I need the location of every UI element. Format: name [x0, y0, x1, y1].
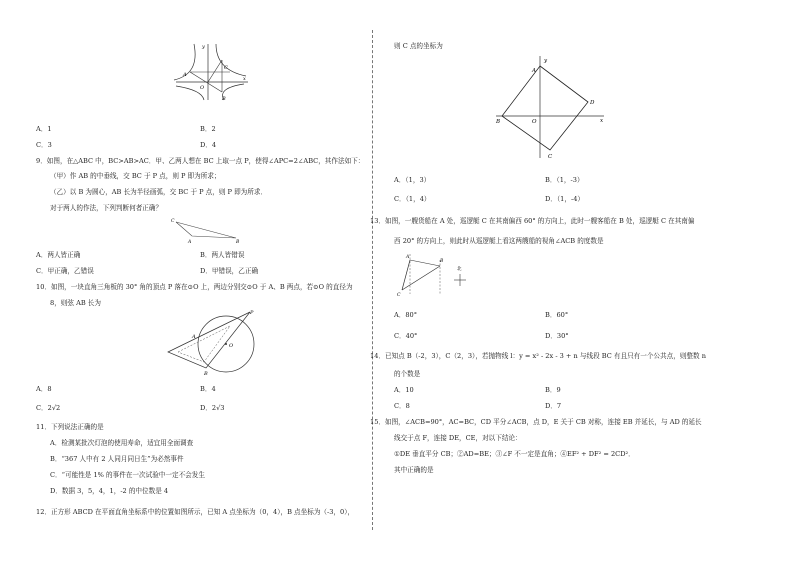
- q14-stem: 14．已知点 B（-2，3），C（2，3），若抛物线 l：y = x² - 2x - 3 + n 与线段 BC 有且只有一个公共点，则整数 n: [370, 352, 706, 360]
- q10-label-p: P: [250, 310, 254, 316]
- q12-option-d: D．（1，-4）: [545, 195, 584, 203]
- q9-figure: [168, 214, 248, 244]
- q14-stem2: 的个数是: [394, 370, 421, 378]
- q10-label-a: A: [192, 334, 196, 340]
- q13-option-d: D．30°: [545, 332, 569, 340]
- q11-option-c: C．“可能性是 1% 的事件在一次试验中一定不会发生: [50, 471, 205, 479]
- q8-label-a: A: [183, 72, 187, 78]
- q13-figure: [396, 250, 476, 298]
- q10-stem2: 8，则弦 AB 长为: [50, 299, 101, 307]
- q12-label-o: O: [532, 119, 537, 125]
- q10-option-b: B．4: [200, 385, 216, 393]
- q9-option-b: B．两人皆错误: [200, 251, 245, 259]
- q12-label-d: D: [590, 100, 595, 106]
- q10-label-b: B: [204, 371, 208, 376]
- q11-option-b: B．“367 人中有 2 人同月同日生”为必然事件: [50, 455, 184, 463]
- q10-option-d: D．2√3: [200, 404, 225, 412]
- q9-label-a: A: [188, 240, 192, 244]
- q13-stem2: 西 20° 的方向上，则此时从巡逻艇上看这两艘船的视角∠ACB 的度数是: [394, 237, 604, 245]
- q11-option-a: A．检测某批次灯泡的使用寿命，适宜用全面调查: [50, 439, 194, 447]
- q14-option-b: B．9: [545, 386, 561, 394]
- q11-option-d: D．数据 3，5，4，1，-2 的中位数是 4: [50, 487, 169, 495]
- q9-line3: 对于两人的作法，下列判断何者正确？: [50, 204, 163, 212]
- q13-north-label: 北: [457, 267, 462, 272]
- q12-continued: 则 C 点的坐标为: [394, 42, 443, 50]
- q8-figure: [172, 40, 252, 102]
- q13-label-b: B: [440, 259, 444, 264]
- q9-line2: （乙）以 B 为圆心，AB 长为半径画弧，交 BC 于 P 点，则 P 即为所求．: [50, 188, 268, 196]
- q10-figure: [160, 308, 264, 376]
- q10-option-a: A．8: [36, 385, 52, 393]
- q9-option-a: A．两人皆正确: [36, 251, 81, 259]
- q13-stem: 13．如图，一艘货船在 A 处，巡逻艇 C 在其南偏西 60° 的方向上，此时一艘客船在 B 处，巡逻艇 C 在其南偏: [370, 217, 695, 225]
- q13-label-a: A: [406, 255, 410, 260]
- q8-label-b: B: [222, 96, 226, 102]
- q15-stem4: 其中正确的是: [394, 466, 434, 474]
- q14-option-d: D．7: [545, 402, 562, 410]
- q9-option-c: C．甲正确，乙错误: [36, 267, 94, 275]
- q12-label-c: C: [548, 154, 553, 160]
- q12-option-c: C．（1，4）: [394, 195, 431, 203]
- q12-label-b: B: [496, 119, 501, 125]
- q10-label-o: O: [229, 343, 234, 349]
- q9-option-d: D．甲错误，乙正确: [200, 267, 259, 275]
- q10-option-c: C．2√2: [36, 404, 61, 412]
- q15-stem3: ①DE 垂直平分 CB；②AD=BE；③∠F 不一定是直角；④EF² + DF² = 2CD²．: [394, 450, 635, 458]
- q8-option-c: C．3: [36, 141, 52, 149]
- q9-stem: 9．如图，在△ABC 中，BC>AB>AC．甲、乙两人想在 BC 上取一点 P，使得∠APC=2∠ABC，其作法如下：: [36, 157, 365, 165]
- q8-label-c: C: [224, 65, 228, 71]
- q8-label-o: O: [200, 85, 205, 91]
- q12-label-x: x: [600, 118, 604, 124]
- column-divider: [372, 30, 373, 530]
- q8-option-a: A．1: [36, 125, 52, 133]
- q8-label-x: x: [243, 76, 246, 82]
- q13-option-c: C．40°: [394, 332, 418, 340]
- q13-label-c: C: [397, 293, 401, 298]
- q8-label-y: y: [202, 44, 205, 50]
- q15-stem: 15．如图，∠ACB=90°，AC=BC，CD 平分∠ACB，点 D，E 关于 CB 对称，连接 EB 并延长，与 AD 的延长: [370, 418, 702, 426]
- q13-option-a: A．80°: [394, 311, 418, 319]
- q12-option-a: A．（1，3）: [394, 176, 431, 184]
- q12-stem: 12．正方形 ABCD 在平面直角坐标系中的位置如图所示，已知 A 点坐标为（0，4），B 点坐标为（-3，0），: [36, 508, 355, 516]
- q14-option-a: A．10: [394, 386, 414, 394]
- q9-label-b: B: [236, 240, 240, 244]
- q11-stem: 11．下列说法正确的是: [36, 423, 104, 431]
- q14-option-c: C．8: [394, 402, 410, 410]
- q12-label-y: y: [544, 58, 548, 64]
- q13-option-b: B．60°: [545, 311, 569, 319]
- q10-stem: 10．如图，一块直角三角板的 30° 角的顶点 P 落在⊙O 上，两边分别交⊙O 于 A、B 两点，若⊙O 的直径为: [36, 283, 353, 291]
- q12-option-b: B．（1，-3）: [545, 176, 584, 184]
- q12-figure: [494, 52, 606, 160]
- q8-option-b: B．2: [200, 125, 216, 133]
- q9-line1: （甲）作 AB 的中垂线，交 BC 于 P 点，则 P 即为所求；: [50, 172, 221, 180]
- q8-option-d: D．4: [200, 141, 217, 149]
- q9-label-c: C: [171, 219, 175, 224]
- q12-label-a: A: [532, 68, 536, 74]
- q15-stem2: 线交于点 F，连接 DE，CE，对以下结论：: [394, 434, 522, 442]
